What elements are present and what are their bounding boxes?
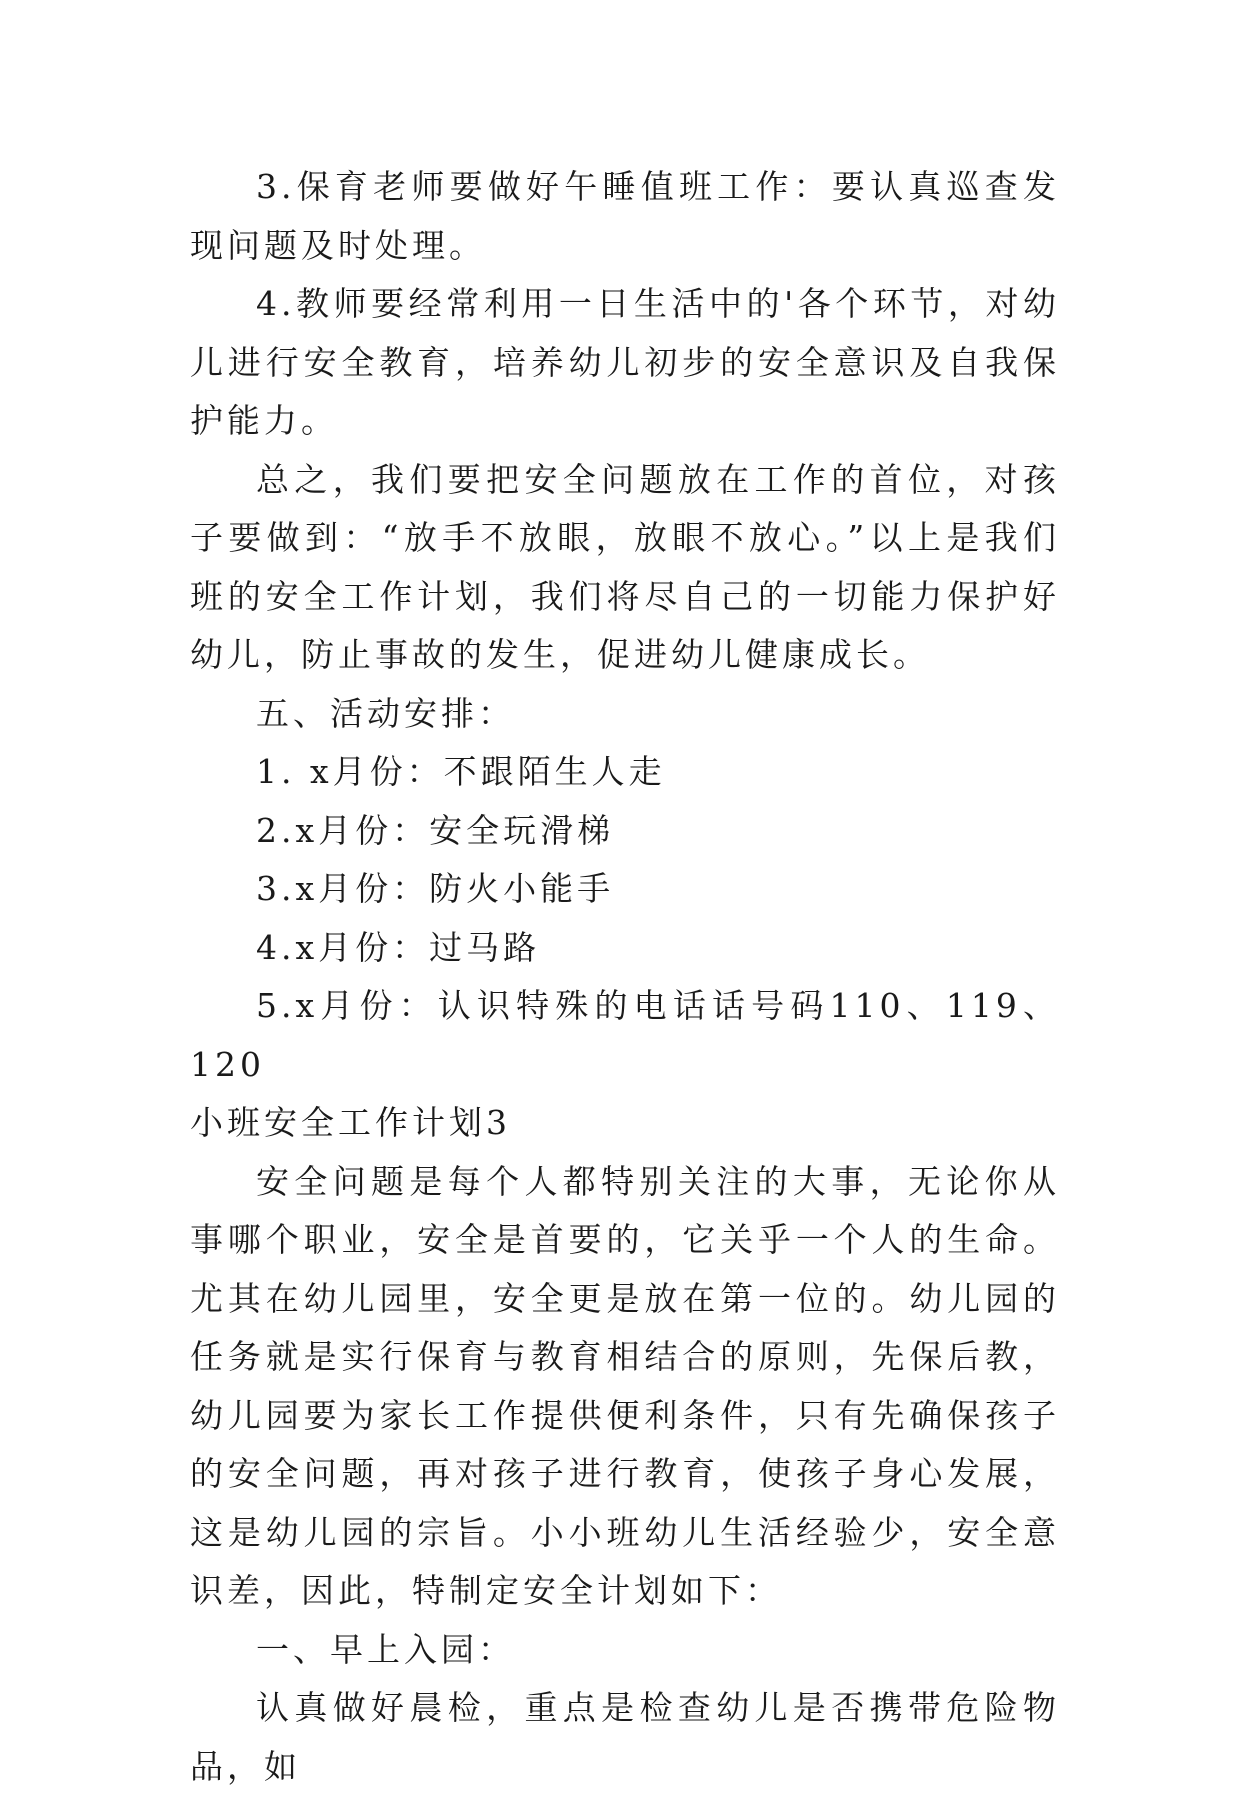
activity-item-4: 4.x月份：过马路 [256,927,541,967]
paragraph-intro: 安全问题是每个人都特别关注的大事，无论你从事哪个职业，安全是首要的，它关乎一个人的生命。尤其在幼儿园里，安全更是放在第一位的。幼儿园的任务就是实行保育与教育相结合的原则，先保后教，幼儿园要为家长工作提供便利条件，只有先确保孩子的安全问题，再对孩子进行教育，使孩子身心发展，这是幼儿园的宗旨。小小班幼儿生活经验少，安全意识差，因此，特制定安全计划如下： [190,1161,1060,1610]
section-heading-morning: 一、早上入园： [256,1629,515,1669]
activity-item-2: 2.x月份：安全玩滑梯 [256,810,615,850]
section-heading-activities: 五、活动安排： [256,693,515,733]
activity-item-5: 5.x月份：认识特殊的电话话号码110、119、120 [190,986,1060,1084]
document-section-title: 小班安全工作计划3 [190,1103,511,1142]
activity-item-1: 1. x月份：不跟陌生人走 [256,752,666,791]
paragraph-safety-education: 4.教师要经常利用一日生活中的'各个环节，对幼儿进行安全教育，培养幼儿初步的安全意识及自我保护能力。 [190,284,1060,440]
activity-item-3: 3.x月份：防火小能手 [256,869,615,908]
paragraph-morning-check: 认真做好晨检，重点是检查幼儿是否携带危险物品，如 [190,1688,1060,1786]
paragraph-nap-duty: 3.保育老师要做好午睡值班工作：要认真巡查发现问题及时处理。 [190,167,1060,265]
paragraph-summary: 总之，我们要把安全问题放在工作的首位，对孩子要做到：“放手不放眼，放眼不放心。”以上是我们班的安全工作计划，我们将尽自己的一切能力保护好幼儿，防止事故的发生，促进幼儿健康成长。 [190,459,1060,674]
document-body [190,158,1060,1796]
